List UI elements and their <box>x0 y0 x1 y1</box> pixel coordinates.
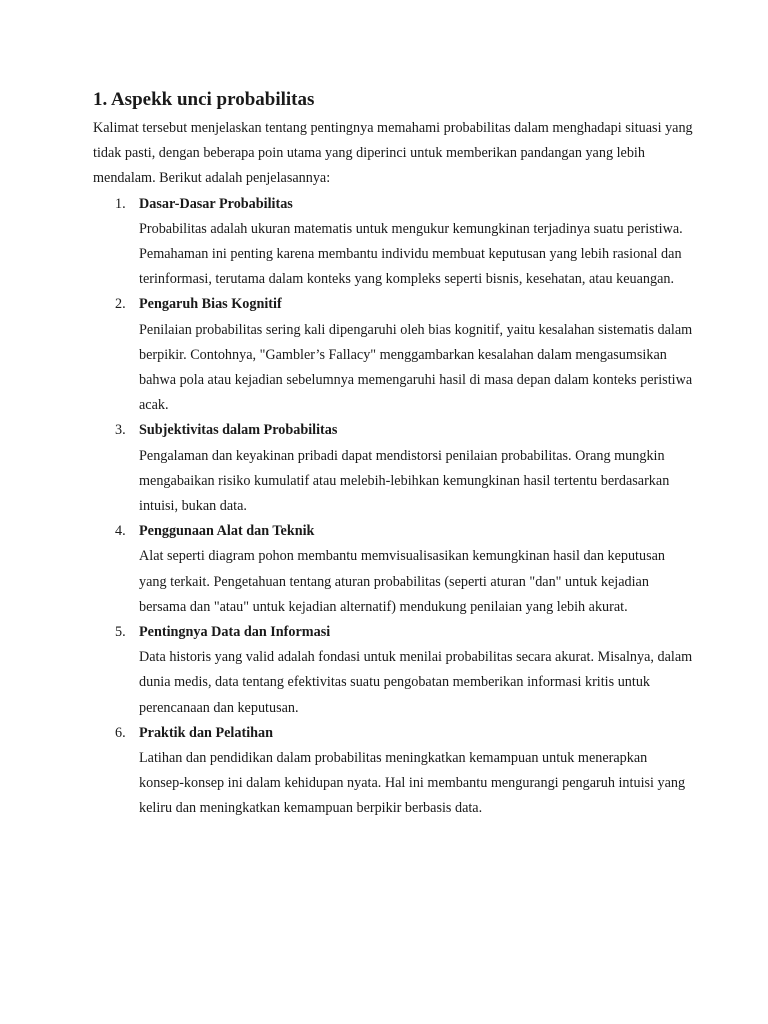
list-item-body: Probabilitas adalah ukuran matematis untuk mengukur kemungkinan terjadinya suatu peristiwa. Pemahaman ini penting karena membantu individu membuat keputusan yang lebih rasional dan terinformasi, terutama dalam konteks yang kompleks seperti bisnis, kesehatan, atau keuangan. <box>139 220 683 288</box>
list-item-body: Data historis yang valid adalah fondasi untuk menilai probabilitas secara akurat. Misalnya, dalam dunia medis, data tentang efektivitas suatu pengobatan memberikan informasi kritis untuk perencanaan dan keputusan. <box>139 649 693 716</box>
list-item-number: 2. <box>115 296 126 313</box>
list-item-number: 4. <box>115 523 126 540</box>
document-page <box>93 86 693 822</box>
list-item-title: Subjektivitas dalam Probabilitas <box>139 422 338 439</box>
list-item-title: Dasar-Dasar Probabilitas <box>139 195 293 212</box>
list-item-title: Penggunaan Alat dan Teknik <box>139 523 315 540</box>
list-item <box>93 292 693 418</box>
list-item <box>93 192 693 293</box>
list-item-body: Pengalaman dan keyakinan pribadi dapat mendistorsi penilaian probabilitas. Orang mungkin mengabaikan risiko kumulatif atau melebih-lebihkan kemungkinan hasil tertentu berdasarkan intuisi, bukan data. <box>139 447 670 515</box>
list-item-title: Praktik dan Pelatihan <box>139 724 274 741</box>
list-item-title: Pentingnya Data dan Informasi <box>139 624 331 641</box>
list-item-title: Pengaruh Bias Kognitif <box>139 296 282 313</box>
list-item <box>93 519 693 620</box>
list-item <box>93 721 693 822</box>
list-item-number: 5. <box>115 624 126 641</box>
list-item <box>93 620 693 721</box>
key-points-list <box>93 192 693 822</box>
list-item-number: 3. <box>115 422 126 439</box>
list-item-body: Alat seperti diagram pohon membantu memvisualisasikan kemungkinan hasil dan keputusan yang terkait. Pengetahuan tentang aturan probabilitas (seperti aturan "dan" untuk kejadian bersama dan "atau" untuk kejadian alternatif) mendukung penilaian yang lebih akurat. <box>139 548 666 615</box>
section-heading: 1. Aspekk unci probabilitas <box>93 89 315 110</box>
list-item-number: 1. <box>115 195 126 212</box>
list-item-body: Latihan dan pendidikan dalam probabilitas meningkatkan kemampuan untuk menerapkan konsep-konsep ini dalam kehidupan nyata. Hal ini membantu mengurangi pengaruh intuisi yang keliru dan meningkatkan kemampuan berpikir berbasis data. <box>139 750 686 817</box>
list-item <box>93 418 693 519</box>
intro-paragraph: Kalimat tersebut menjelaskan tentang pentingnya memahami probabilitas dalam menghadapi situasi yang tidak pasti, dengan beberapa poin utama yang diperinci untuk memberikan pandangan yang lebih mendalam. Berikut adalah penjelasannya: <box>93 120 693 187</box>
list-item-body: Penilaian probabilitas sering kali dipengaruhi oleh bias kognitif, yaitu kesalahan sistematis dalam berpikir. Contohnya, "Gambler’s Fallacy" menggambarkan kesalahan dalam mengasumsikan bahwa pola atau kejadian sebelumnya memengaruhi hasil di masa depan dalam konteks peristiwa acak. <box>139 321 693 414</box>
list-item-number: 6. <box>115 724 126 741</box>
